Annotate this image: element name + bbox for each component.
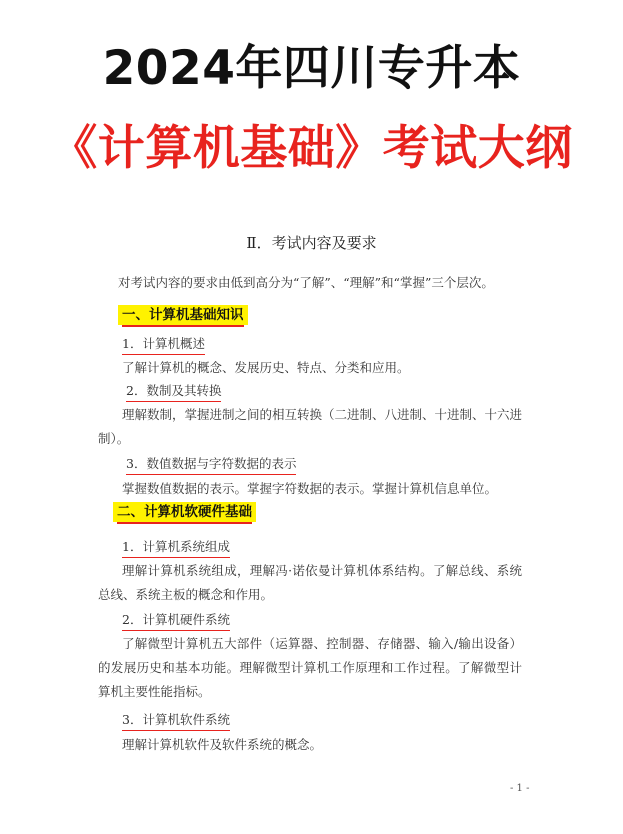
item-body-software-system: 理解计算机软件及软件系统的概念。 — [122, 737, 323, 752]
item-title-label: 3．数值数据与字符数据的表示 — [126, 456, 297, 471]
title-underline — [122, 354, 205, 356]
item-title-number-systems — [126, 382, 221, 400]
title-underline — [122, 557, 230, 559]
heading-underline — [117, 522, 252, 524]
hero-title-line-2: 《计算机基础》考试大纲 — [50, 121, 573, 176]
title-underline — [126, 474, 296, 476]
item-title-software-system — [122, 711, 230, 729]
section-heading: Ⅱ．考试内容及要求 — [246, 234, 377, 252]
part-heading-basics — [118, 305, 248, 325]
item-title-label: 3．计算机软件系统 — [122, 712, 230, 727]
item-body-system-composition: 理解计算机系统组成，理解冯·诺依曼计算机体系结构。了解总线、系统总线、系统主板的概念和作用。 — [98, 563, 522, 602]
title-underline — [126, 401, 221, 403]
part-heading-label: 一、计算机基础知识 — [122, 307, 244, 323]
title-underline — [122, 630, 230, 632]
item-title-data-representation — [126, 455, 296, 473]
item-body-data-representation: 掌握数值数据的表示。掌握字符数据的表示。掌握计算机信息单位。 — [122, 481, 498, 496]
item-title-label: 2．数制及其转换 — [126, 383, 222, 398]
title-underline — [122, 730, 230, 732]
heading-underline — [122, 325, 244, 327]
part-heading-hardware-software — [113, 502, 256, 522]
hero-title-line-1: 2024年四川专升本 — [102, 41, 521, 96]
item-title-computer-overview — [122, 335, 205, 353]
item-body-computer-overview: 了解计算机的概念、发展历史、特点、分类和应用。 — [122, 360, 410, 375]
item-body-hardware-system: 了解微型计算机五大部件（运算器、控制器、存储器、输入/输出设备）的发展历史和基本功能。理解微型计算机工作原理和工作过程。了解微型计算机主要性能指标。 — [98, 636, 522, 699]
item-title-label: 1．计算机概述 — [122, 336, 205, 351]
page-number: - 1 - — [510, 783, 530, 794]
item-title-label: 1．计算机系统组成 — [122, 539, 230, 554]
item-body-number-systems: 理解数制，掌握进制之间的相互转换（二进制、八进制、十进制、十六进制）。 — [98, 407, 523, 446]
item-title-system-composition — [122, 538, 230, 556]
item-title-hardware-system — [122, 611, 230, 629]
section-intro: 对考试内容的要求由低到高分为“了解”、“理解”和“掌握”三个层次。 — [118, 275, 494, 290]
item-title-label: 2．计算机硬件系统 — [122, 612, 230, 627]
part-heading-label: 二、计算机软硬件基础 — [117, 504, 252, 520]
